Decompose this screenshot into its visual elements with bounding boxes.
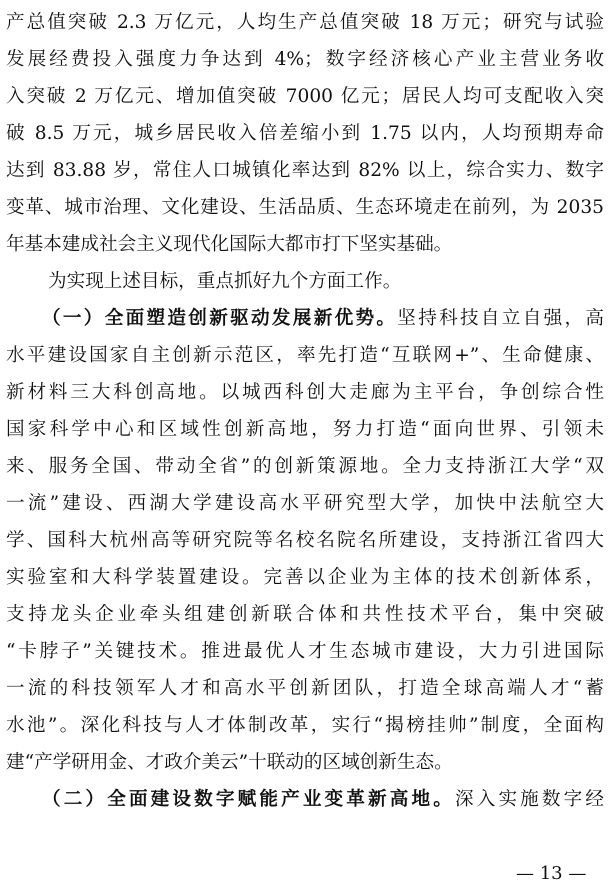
text-line: 年基本建成社会主义现代化国际大都市打下坚实基础。 [6, 234, 453, 255]
text-line: 达到 83.88 岁，常住人口城镇化率达到 82% 以上，综合实力、数字 [6, 160, 604, 181]
text-line: “卡脖子”关键技术。推进最优人才生态城市建设，大力引进国际 [6, 641, 604, 662]
text-line: 实验室和大科学装置建设。完善以企业为主体的技术创新体系， [6, 567, 604, 588]
text-line: 来、服务全国、带动全省”的创新策源地。全力支持浙江大学“双 [6, 456, 604, 477]
text-line: 破 8.5 万元，城乡居民收入倍差缩小到 1.75 以内，人均预期寿命 [6, 123, 604, 144]
section-text: 深入实施数字经 [454, 789, 604, 810]
text-line: 水平建设国家自主创新示范区，率先打造“互联网+”、生命健康、 [6, 345, 604, 366]
section-heading-line [42, 785, 604, 815]
text-line: 发展经费投入强度力争达到 4%；数字经济核心产业主营业务收 [6, 49, 604, 70]
text-line: 建“产学研用金、才政介美云”十联动的区域创新生态。 [6, 752, 453, 773]
text-line: 支持龙头企业牵头组建创新联合体和共性技术平台，集中突破 [6, 604, 604, 625]
text-line: 新材料三大科创高地。以城西科创大走廊为主平台，争创综合性 [6, 382, 604, 403]
section-heading-line [42, 304, 604, 334]
page-number: — 13 — [516, 863, 587, 884]
text-line: 为实现上述目标，重点抓好九个方面工作。 [48, 271, 402, 292]
text-line: 一流”建设、西湖大学建设高水平研究型大学，加快中法航空大 [6, 493, 604, 514]
text-line: 变革、城市治理、文化建设、生活品质、生态环境走在前列，为 2035 [6, 197, 604, 218]
text-line: 一流的科技领军人才和高水平创新团队，打造全球高端人才“蓄 [6, 678, 604, 699]
text-line: 水池”。深化科技与人才体制改革，实行“揭榜挂帅”制度，全面构 [6, 715, 604, 736]
section-heading: （一）全面塑造创新驱动发展新优势。 [42, 308, 398, 329]
text-line: 学、国科大杭州高等研究院等名校名院名所建设，支持浙江省四大 [6, 530, 604, 551]
text-line: 产总值突破 2.3 万亿元，人均生产总值突破 18 万元；研究与试验 [6, 12, 604, 33]
section-text: 坚持科技自立自强，高 [397, 308, 604, 329]
text-line: 入突破 2 万亿元、增加值突破 7000 亿元；居民人均可支配收入突 [6, 86, 604, 107]
text-line: 国家科学中心和区域性创新高地，努力打造“面向世界、引领未 [6, 419, 604, 440]
section-heading: （二）全面建设数字赋能产业变革新高地。 [42, 789, 455, 810]
